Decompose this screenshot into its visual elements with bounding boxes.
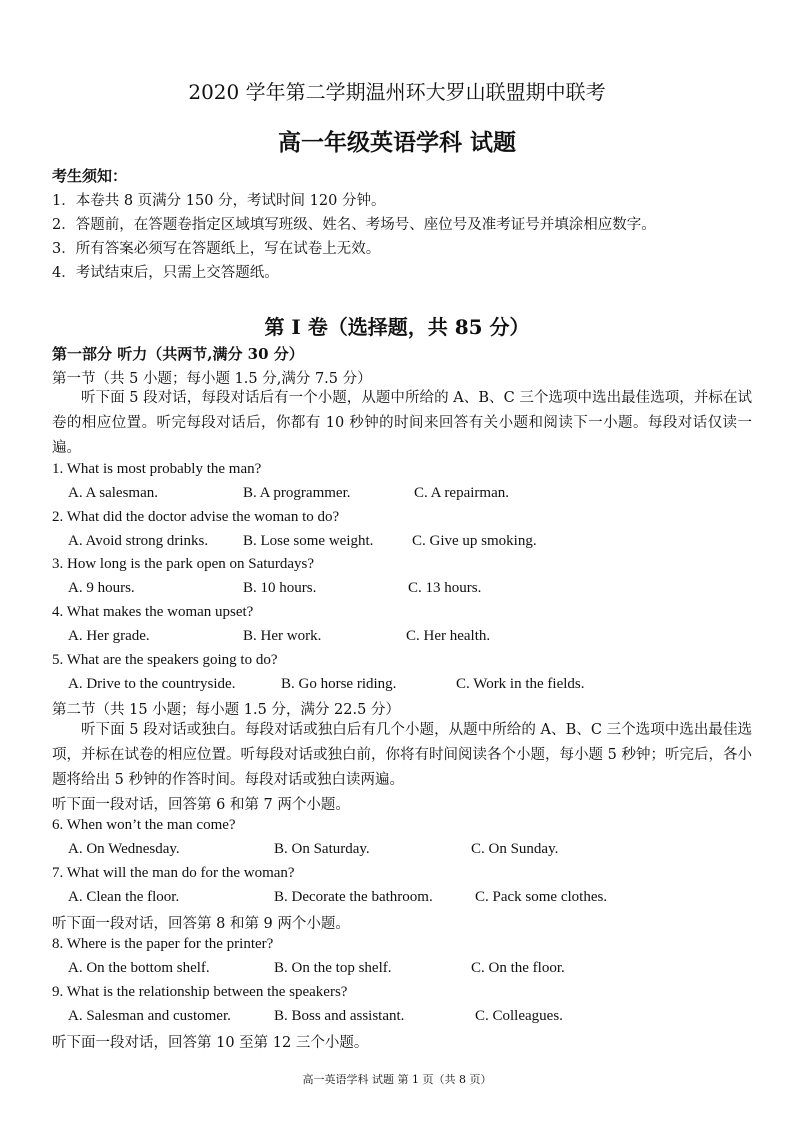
- option-c: C. 13 hours.: [408, 580, 482, 596]
- option-b: B. Her work.: [243, 628, 322, 644]
- option-b: B. A programmer.: [243, 485, 351, 501]
- question-stem: 8. Where is the paper for the printer?: [52, 936, 274, 952]
- dialog-instruction: 听下面一段对话，回答第 10 至第 12 三个小题。: [52, 1035, 369, 1051]
- option-b: B. Lose some weight.: [243, 533, 374, 549]
- section-heading: 第一部分 听力（共两节,满分 30 分）: [52, 345, 304, 363]
- option-c: C. On Sunday.: [471, 841, 559, 857]
- option-c: C. Work in the fields.: [456, 676, 585, 692]
- notice-item-3: 3．所有答案必须写在答题纸上，写在试卷上无效。: [52, 241, 381, 257]
- option-b: B. On the top shelf.: [274, 960, 392, 976]
- option-a: A. Drive to the countryside.: [68, 676, 236, 692]
- notice-item-2: 2．答题前，在答题卷指定区域填写班级、姓名、考场号、座位号及准考证号并填涂相应数字。: [52, 217, 656, 233]
- exam-title: 2020 学年第二学期温州环大罗山联盟期中联考: [188, 80, 606, 104]
- option-b: B. On Saturday.: [274, 841, 370, 857]
- question-stem: 3. How long is the park open on Saturdays?: [52, 556, 315, 572]
- question-stem: 1. What is most probably the man?: [52, 461, 262, 477]
- option-a: A. Avoid strong drinks.: [68, 533, 209, 549]
- option-c: C. A repairman.: [414, 485, 509, 501]
- question-stem: 4. What makes the woman upset?: [52, 604, 254, 620]
- notice-item-4: 4．考试结束后，只需上交答题纸。: [52, 265, 279, 281]
- question-stem: 2. What did the doctor advise the woman to do?: [52, 509, 340, 525]
- option-a: A. Salesman and customer.: [68, 1008, 231, 1024]
- option-c: C. On the floor.: [471, 960, 565, 976]
- notice-heading: 考生须知：: [52, 167, 128, 185]
- option-c: C. Give up smoking.: [412, 533, 537, 549]
- option-b: B. Boss and assistant.: [274, 1008, 405, 1024]
- option-b: B. 10 hours.: [243, 580, 317, 596]
- option-c: C. Pack some clothes.: [475, 889, 608, 905]
- question-stem: 9. What is the relationship between the speakers?: [52, 984, 348, 1000]
- subsection-1-heading: 第一节（共 5 小题；每小题 1.5 分,满分 7.5 分）: [52, 371, 372, 387]
- dialog-instruction: 听下面一段对话，回答第 6 和第 7 两个小题。: [52, 797, 350, 813]
- option-a: A. 9 hours.: [68, 580, 135, 596]
- option-a: A. Clean the floor.: [68, 889, 180, 905]
- option-b: B. Go horse riding.: [281, 676, 397, 692]
- option-c: C. Her health.: [406, 628, 491, 644]
- part-title: 第 I 卷（选择题，共 85 分）: [264, 315, 530, 339]
- subsection-2-instructions: 听下面 5 段对话或独白。每段对话或独白后有几个小题，从题中所给的 A、B、C 三个选项中选出最佳选项，并标在试卷的相应位置。听每段对话或独白前，你将有时间阅读各个小题，每小题 5 秒钟；听完后，各小题将给出 5 秒钟的作答时间。每段对话或独白读两遍。: [52, 722, 752, 788]
- subsection-2-heading: 第二节（共 15 小题；每小题 1.5 分，满分 22.5 分）: [52, 702, 400, 718]
- option-b: B. Decorate the bathroom.: [274, 889, 433, 905]
- option-a: A. A salesman.: [68, 485, 158, 501]
- dialog-instruction: 听下面一段对话，回答第 8 和第 9 两个小题。: [52, 916, 350, 932]
- page-footer: 高一英语学科 试题 第 1 页（共 8 页）: [302, 1073, 492, 1086]
- question-stem: 5. What are the speakers going to do?: [52, 652, 278, 668]
- question-stem: 7. What will the man do for the woman?: [52, 865, 295, 881]
- question-stem: 6. When won’t the man come?: [52, 817, 236, 833]
- notice-item-1: 1．本卷共 8 页满分 150 分，考试时间 120 分钟。: [52, 193, 386, 209]
- subsection-1-instructions: 听下面 5 段对话，每段对话后有一个小题，从题中所给的 A、B、C 三个选项中选出最佳选项，并标在试卷的相应位置。听完每段对话后，你都有 10 秒钟的时间来回答有关小题和阅读下一小题。每段对话仅读一遍。: [52, 390, 752, 456]
- option-a: A. On Wednesday.: [68, 841, 180, 857]
- option-a: A. Her grade.: [68, 628, 150, 644]
- exam-subtitle: 高一年级英语学科 试题: [277, 129, 516, 156]
- option-c: C. Colleagues.: [475, 1008, 563, 1024]
- option-a: A. On the bottom shelf.: [68, 960, 210, 976]
